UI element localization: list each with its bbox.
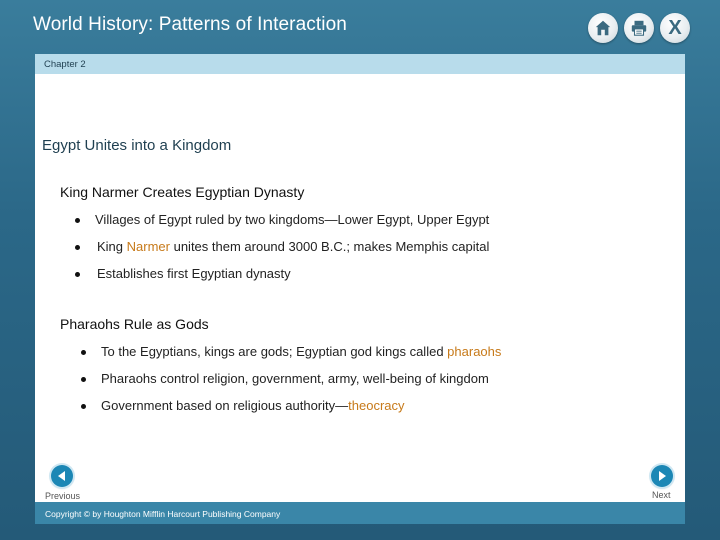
- key-term-narmer: Narmer: [126, 239, 170, 254]
- bullet-dot: [81, 350, 86, 355]
- chapter-label: Chapter 2: [44, 59, 86, 70]
- previous-label[interactable]: Previous: [45, 491, 81, 501]
- key-term-pharaohs: pharaohs: [447, 344, 502, 359]
- bullet-dot: [81, 404, 86, 409]
- close-icon: X: [668, 17, 682, 39]
- close-button[interactable]: [660, 13, 690, 43]
- bullet-text-before: Government based on religious authority—: [101, 398, 349, 413]
- print-button[interactable]: [624, 13, 654, 43]
- app-title: World History: Patterns of Interaction: [33, 14, 347, 35]
- bullet-text: [97, 238, 489, 256]
- bullet-dot: [81, 377, 86, 382]
- slide-content: [35, 54, 685, 502]
- bullet-text: Villages of Egypt ruled by two kingdoms—Lower Egypt, Upper Egypt: [95, 212, 490, 227]
- key-term-theocracy: theocracy: [348, 398, 405, 413]
- previous-button[interactable]: [51, 465, 73, 487]
- section-title: Egypt Unites into a Kingdom: [42, 137, 232, 154]
- print-icon: [630, 19, 648, 37]
- bullet-text: [101, 343, 501, 361]
- bullet-text-before: King: [97, 239, 127, 254]
- footer-strip: [35, 502, 685, 524]
- group-heading-pharaohs: Pharaohs Rule as Gods: [60, 316, 209, 332]
- chapter-strip: [35, 54, 685, 74]
- bullet-dot: [75, 245, 80, 250]
- home-button[interactable]: [588, 13, 618, 43]
- bullet-text: Pharaohs control religion, government, army, well-being of kingdom: [101, 371, 489, 386]
- arrow-right-icon: [656, 470, 668, 482]
- title-bar: [0, 0, 720, 52]
- group-heading-king-narmer: King Narmer Creates Egyptian Dynasty: [60, 184, 305, 200]
- bullet-text: [101, 397, 405, 415]
- bullet-text: Establishes first Egyptian dynasty: [97, 266, 291, 281]
- bullet-dot: [75, 272, 80, 277]
- next-button[interactable]: [651, 465, 673, 487]
- bullet-text-before: To the Egyptians, kings are gods; Egyptian god kings called: [101, 344, 448, 359]
- arrow-left-icon: [56, 470, 68, 482]
- top-nav-icons: [588, 13, 690, 43]
- bullet-text-after: unites them around 3000 B.C.; makes Memphis capital: [169, 239, 490, 254]
- next-label[interactable]: Next: [652, 490, 671, 500]
- bullet-dot: [75, 218, 80, 223]
- home-icon: [594, 19, 612, 37]
- copyright-text: Copyright © by Houghton Mifflin Harcourt Publishing Company: [45, 509, 281, 519]
